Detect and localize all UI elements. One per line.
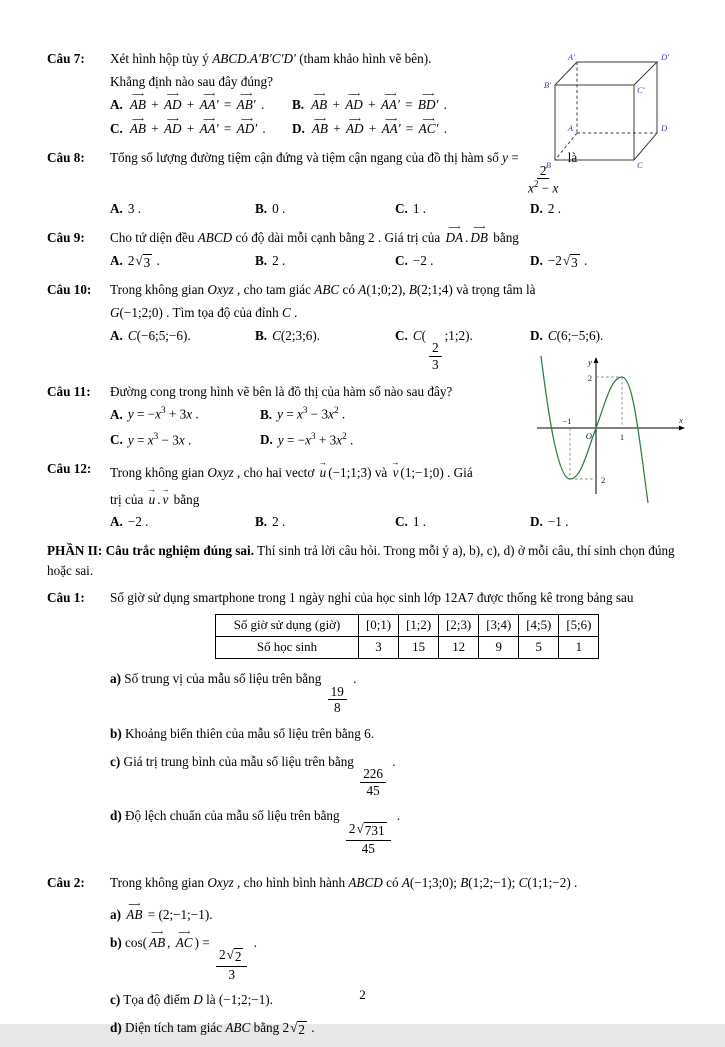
origin-label: O <box>585 431 592 441</box>
option-letter: C. <box>395 327 408 343</box>
option-text: C(6;−5;6). <box>547 327 604 343</box>
option-text: $y = -x^3 + 3x$ . <box>127 405 199 422</box>
vertex-label: B′ <box>543 80 551 90</box>
vertex-label: C <box>637 160 643 170</box>
question-text: Xét hình hộp tùy ý ABCD.A′B′C′D′ (tham khảo hình vẽ bên). <box>110 51 432 66</box>
question-text: Số giờ sử dụng smartphone trong 1 ngày nghỉ của học sinh lớp 12A7 được thống kê trong bảng sau <box>110 589 634 605</box>
vertex-label: D′ <box>661 52 670 62</box>
question-label: Câu 2: <box>47 875 85 891</box>
option <box>110 404 260 424</box>
table-cell: 5 <box>519 636 559 658</box>
cube-edges <box>555 62 657 160</box>
table-cell: 12 <box>439 636 479 658</box>
option-text: 1 . <box>412 201 427 217</box>
option-letter: B. <box>255 201 268 217</box>
option-text: 2 . <box>547 201 562 217</box>
option-text: −2 √ 3 . <box>547 252 588 270</box>
option-letter: B. <box>255 514 268 530</box>
option-letter: C. <box>395 201 408 217</box>
question-text: Trong không gian Oxyz , cho tam giác ABC có A(1;0;2), B(2;1;4) và trọng tâm là <box>110 282 536 298</box>
option-letter: B. <box>260 406 273 422</box>
option <box>292 113 535 139</box>
option-text: −1 . <box>547 514 569 530</box>
x-axis-label: x <box>679 415 683 425</box>
part2-question-2 <box>47 873 681 1047</box>
option <box>255 251 395 272</box>
question-label: Câu 10: <box>47 282 92 298</box>
question-text: G(−1;2;0) . Tìm tọa độ của đỉnh C . <box>110 305 298 321</box>
option-letter: D. <box>292 121 305 137</box>
options-grid <box>110 512 681 532</box>
options-grid <box>110 199 681 219</box>
table-cell: Số học sinh <box>216 636 359 658</box>
option-text: 2 . <box>272 514 286 530</box>
part2-question-1 <box>47 588 681 864</box>
statement-c: c) Tọa độ điểm D là (−1;2;−1). <box>110 992 273 1008</box>
option <box>395 199 530 219</box>
question-body <box>110 222 681 271</box>
option-text: $y = x^3 - 3x^2$ . <box>277 405 346 422</box>
option-letter: C. <box>395 252 408 268</box>
option <box>395 326 530 373</box>
graph-axes <box>537 360 680 494</box>
option <box>395 251 530 272</box>
statement-a: a) ⟶ AB = (2;−1;−1). <box>110 899 213 922</box>
question-text: Đường cong trong hình vẽ bên là đồ thị của hàm số nào sau đây? <box>110 383 453 399</box>
option-text: C( $\frac{2}{3}$ ;1;2). <box>412 327 473 373</box>
option-text: $y = x^3 - 3x$ . <box>127 430 192 448</box>
options-grid <box>110 404 530 449</box>
cube-vertex-labels <box>544 52 669 170</box>
table-cell: [0;1) <box>359 614 399 636</box>
statement-b: b) Khoảng biến thiên của mẫu số liệu trên bằng 6. <box>110 726 375 741</box>
option <box>260 430 530 450</box>
option <box>255 512 395 532</box>
option-text: ⟶ AB + ⟶ AD + ⟶ AA′ = ⟶ BD′ . <box>311 89 447 112</box>
cube-figure <box>537 50 689 170</box>
option-letter: A. <box>110 201 123 217</box>
question-label: Câu 1: <box>47 589 85 605</box>
option <box>255 199 395 219</box>
option-letter: C. <box>110 432 123 448</box>
table-cell: Số giờ sử dụng (giờ) <box>216 614 359 636</box>
option-letter: D. <box>530 514 543 530</box>
option-letter: B. <box>255 252 268 268</box>
question-label: Câu 8: <box>47 150 85 166</box>
x-1-label: 1 <box>619 432 625 442</box>
option <box>110 430 260 450</box>
option-text: 1 . <box>412 514 427 530</box>
cubic-graph-figure <box>531 354 691 506</box>
option-letter: A. <box>110 327 123 343</box>
y-axis-arrow <box>594 357 599 363</box>
options-grid <box>110 251 681 272</box>
graph-labels <box>562 357 683 485</box>
table-cell: [4;5) <box>519 614 559 636</box>
table-cell: 3 <box>359 636 399 658</box>
table-cell: [5;6) <box>559 614 599 636</box>
option-letter: D. <box>530 252 543 268</box>
option-letter: A. <box>110 406 123 422</box>
option-text: −2 . <box>412 252 434 268</box>
frequency-table <box>215 614 599 660</box>
option <box>110 113 292 139</box>
option-text: 2 . <box>272 252 286 268</box>
option-letter: A. <box>110 252 123 268</box>
option-text: $y = -x^3 + 3x^2$ . <box>277 430 354 448</box>
option <box>395 512 530 532</box>
question-text: trị của → u . → v bằng <box>110 484 200 507</box>
option <box>255 326 395 373</box>
part2-header: PHẦN II: Câu trắc nghiệm đúng sai. Thí sinh trả lời câu hỏi. Trong mỗi ý a), b), c), d) ở mỗi câu, thí sinh chọn đúng hoặc sai. <box>47 543 675 578</box>
question-text: Khẳng định nào sau đây đúng? <box>110 73 273 89</box>
option <box>110 326 255 373</box>
vertex-label: A <box>567 123 573 133</box>
option-text: 2 √ 3 . <box>127 252 160 270</box>
option-letter: C. <box>395 514 408 530</box>
option-letter: A. <box>110 514 123 530</box>
vertex-label: C′ <box>637 85 645 95</box>
option <box>110 512 255 532</box>
option-letter: D. <box>530 201 543 217</box>
option-text: 0 . <box>272 201 286 217</box>
option-letter: C. <box>110 121 123 137</box>
option-text: ⟶ AB + ⟶ AD + ⟶ AA′ = ⟶ AB′ . <box>129 89 265 112</box>
option-letter: B. <box>292 96 305 112</box>
option <box>110 199 255 219</box>
table-cell: [1;2) <box>399 614 439 636</box>
option <box>110 89 292 115</box>
x-axis-arrow <box>679 426 685 431</box>
option <box>260 404 530 424</box>
question-body <box>110 588 681 864</box>
statement-d: d) Diện tích tam giác ABC bằng 2 √ 2 . <box>110 1020 315 1038</box>
table-cell: 1 <box>559 636 599 658</box>
statement-d: d) Độ lệch chuẩn của mẫu số liệu trên bằng 2 √ 731 45 . <box>110 808 401 856</box>
statement-c: c) Giá trị trung bình của mẫu số liệu trên bằng $\frac{226}{45}$ . <box>110 753 396 798</box>
question-text: Tổng số lượng đường tiệm cận đứng và tiệm cận ngang của đồ thị hàm số y = $\frac{2}{x^2 - x}$ là <box>110 150 578 196</box>
statement-a: a) Số trung vị của mẫu số liệu trên bằng $\frac{19}{8}$ . <box>110 671 357 716</box>
table-cell: 15 <box>399 636 439 658</box>
option <box>292 89 535 115</box>
question-text: Trong không gian Oxyz , cho hình bình hành ABCD có A(−1;3;0); B(1;2;−1); C(1;1;−2) . <box>110 875 578 891</box>
vertex-label: D <box>661 123 668 133</box>
question-label: Câu 12: <box>47 460 92 476</box>
option-text: ⟶ AB + ⟶ AD + ⟶ AA′ = ⟶ AD′ . <box>129 113 266 137</box>
vertex-label: B <box>545 160 551 170</box>
option-text: −2 . <box>127 514 149 530</box>
option <box>530 199 681 219</box>
option-text: C(−6;5;−6). <box>127 327 191 343</box>
table-cell: [2;3) <box>439 614 479 636</box>
option-text: C(2;3;6). <box>272 327 321 343</box>
x-neg1-label: −1 <box>562 416 572 426</box>
y-max-label: 2 <box>587 373 592 383</box>
option <box>530 512 681 532</box>
table-cell: [3;4) <box>479 614 519 636</box>
option-letter: D. <box>260 432 273 448</box>
question-text: Trong không gian Oxyz , cho hai vectơ → u (−1;1;3) và → v (1;−1;0) . Giá <box>110 457 473 480</box>
options-grid <box>110 89 535 140</box>
question-text: Cho tứ diện đều ABCD có độ dài mỗi cạnh bằng 2 . Giá trị của ⟶ DA . ⟶ DB bằng <box>110 222 519 246</box>
statement-b: b) cos( ⟶ AB , ⟶ AC ) = 2 √ 2 3 . <box>110 927 258 982</box>
question-body <box>110 873 681 1047</box>
option-letter: A. <box>110 96 123 112</box>
cubic-curve <box>541 356 648 503</box>
question-label: Câu 9: <box>47 230 85 246</box>
question-label: Câu 11: <box>47 383 91 399</box>
y-axis-label: y <box>588 357 592 367</box>
option-letter: D. <box>530 327 543 343</box>
option <box>110 251 255 272</box>
option-text: ⟶ AB + ⟶ AD + ⟶ AA′ = ⟶ AC′ . <box>311 113 447 137</box>
option-letter: B. <box>255 327 268 343</box>
y-min-label: 2 <box>601 475 606 485</box>
table-cell: 9 <box>479 636 519 658</box>
option <box>530 251 681 272</box>
option-text: 3 . <box>127 201 142 217</box>
table-row <box>216 636 599 658</box>
question-9 <box>47 222 681 271</box>
page-number: 2 <box>359 986 366 1002</box>
question-label: Câu 7: <box>47 51 85 66</box>
table-row <box>216 614 599 636</box>
vertex-label: A′ <box>567 52 575 62</box>
